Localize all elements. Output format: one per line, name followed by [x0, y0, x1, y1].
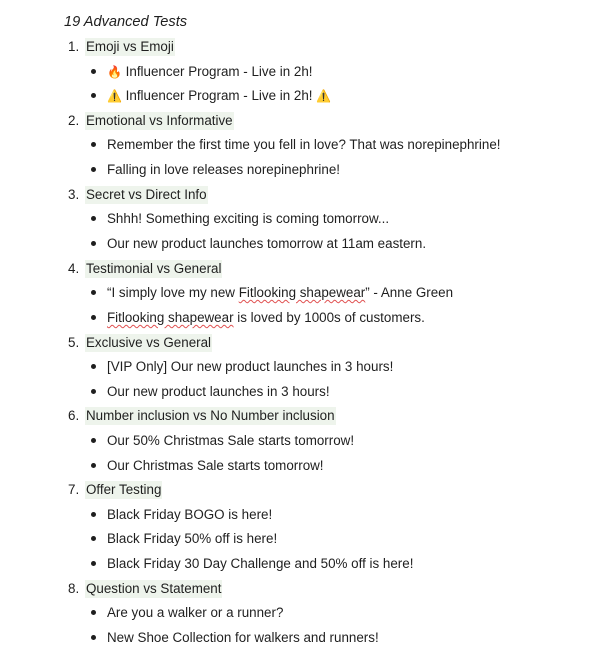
bullet-dot	[91, 364, 96, 369]
list-number: 2.	[68, 113, 80, 128]
bullet-dot	[91, 167, 96, 172]
list-item-text: “I simply love my new	[107, 285, 239, 300]
heading-text: Offer Testing	[86, 482, 162, 497]
heading-text: Question vs Statement	[86, 581, 222, 596]
list-item	[91, 457, 324, 475]
bullet-dot	[91, 463, 96, 468]
heading-text: Number inclusion vs No Number inclusion	[86, 408, 335, 423]
list-item	[91, 284, 453, 302]
list-item-text: New Shoe Collection for walkers and runners!	[107, 630, 379, 645]
page-title: 19 Advanced Tests	[64, 14, 188, 30]
list-item	[91, 210, 389, 228]
list-item	[91, 432, 354, 450]
list-item	[91, 235, 426, 253]
test-heading-5	[68, 334, 212, 352]
list-item	[91, 136, 500, 154]
heading-text: Secret vs Direct Info	[86, 187, 207, 202]
bullet-dot	[91, 389, 96, 394]
list-item-text: Our 50% Christmas Sale starts tomorrow!	[107, 433, 355, 448]
list-item	[91, 530, 277, 548]
list-item-text: Black Friday 30 Day Challenge and 50% off is here!	[107, 556, 414, 571]
heading-text: Emotional vs Informative	[86, 113, 233, 128]
misspelled-text: Fitlooking shapewear	[238, 285, 366, 300]
list-item	[91, 383, 330, 401]
bullet-dot	[91, 216, 96, 221]
list-item-text: ” - Anne Green	[365, 285, 454, 300]
bullet-dot	[91, 536, 96, 541]
test-heading-7	[68, 481, 162, 499]
list-item	[91, 358, 393, 376]
list-item	[91, 629, 379, 647]
misspelled-text: Fitlooking shapewear	[107, 310, 234, 325]
heading-text: Testimonial vs General	[86, 261, 222, 276]
test-heading-1	[68, 38, 175, 56]
list-item-text: Our new product launches in 3 hours!	[107, 384, 330, 399]
bullet-dot	[91, 290, 96, 295]
bullet-dot	[91, 610, 96, 615]
list-item-text: Remember the first time you fell in love? That was norepinephrine!	[107, 137, 501, 152]
bullet-dot	[91, 241, 96, 246]
bullet-dot	[91, 438, 96, 443]
bullet-dot	[91, 315, 96, 320]
list-item	[91, 87, 331, 105]
list-item-text: [VIP Only] Our new product launches in 3 hours!	[107, 359, 394, 374]
bullet-dot	[91, 561, 96, 566]
warning-icon: ⚠️	[316, 89, 332, 103]
bullet-dot	[91, 635, 96, 640]
list-item	[91, 604, 283, 622]
test-heading-8	[68, 580, 222, 598]
list-item-text: Our new product launches tomorrow at 11am eastern.	[107, 236, 427, 251]
list-item-text: Falling in love releases norepinephrine!	[107, 162, 340, 177]
warning-icon: ⚠️	[107, 89, 122, 103]
list-item-text: Our Christmas Sale starts tomorrow!	[107, 458, 324, 473]
bullet-dot	[91, 512, 96, 517]
test-heading-2	[68, 112, 234, 130]
bullet-dot	[91, 93, 96, 98]
fire-icon: 🔥	[107, 65, 122, 79]
test-heading-3	[68, 186, 208, 204]
list-item	[91, 555, 413, 573]
list-item-text: Influencer Program - Live in 2h!	[121, 88, 317, 103]
test-heading-6	[68, 407, 336, 425]
list-item	[91, 63, 313, 81]
list-item-text: Are you a walker or a runner?	[107, 605, 284, 620]
list-item	[91, 506, 272, 524]
list-number: 8.	[68, 581, 80, 596]
list-item-text: Shhh! Something exciting is coming tomorrow...	[107, 211, 390, 226]
list-item	[91, 161, 340, 179]
list-number: 3.	[68, 187, 80, 202]
test-heading-4	[68, 260, 222, 278]
bullet-dot	[91, 69, 96, 74]
list-item	[91, 309, 425, 327]
list-item-text: Black Friday BOGO is here!	[107, 507, 273, 522]
heading-text: Exclusive vs General	[86, 335, 212, 350]
list-number: 7.	[68, 482, 80, 497]
list-number: 1.	[68, 39, 80, 54]
list-item-text: is loved by 1000s of customers.	[233, 310, 425, 325]
list-number: 6.	[68, 408, 80, 423]
heading-text: Emoji vs Emoji	[86, 39, 174, 54]
list-number: 5.	[68, 335, 80, 350]
list-number: 4.	[68, 261, 80, 276]
bullet-dot	[91, 142, 96, 147]
list-item-text: Black Friday 50% off is here!	[107, 531, 278, 546]
list-item-text: Influencer Program - Live in 2h!	[121, 64, 313, 79]
